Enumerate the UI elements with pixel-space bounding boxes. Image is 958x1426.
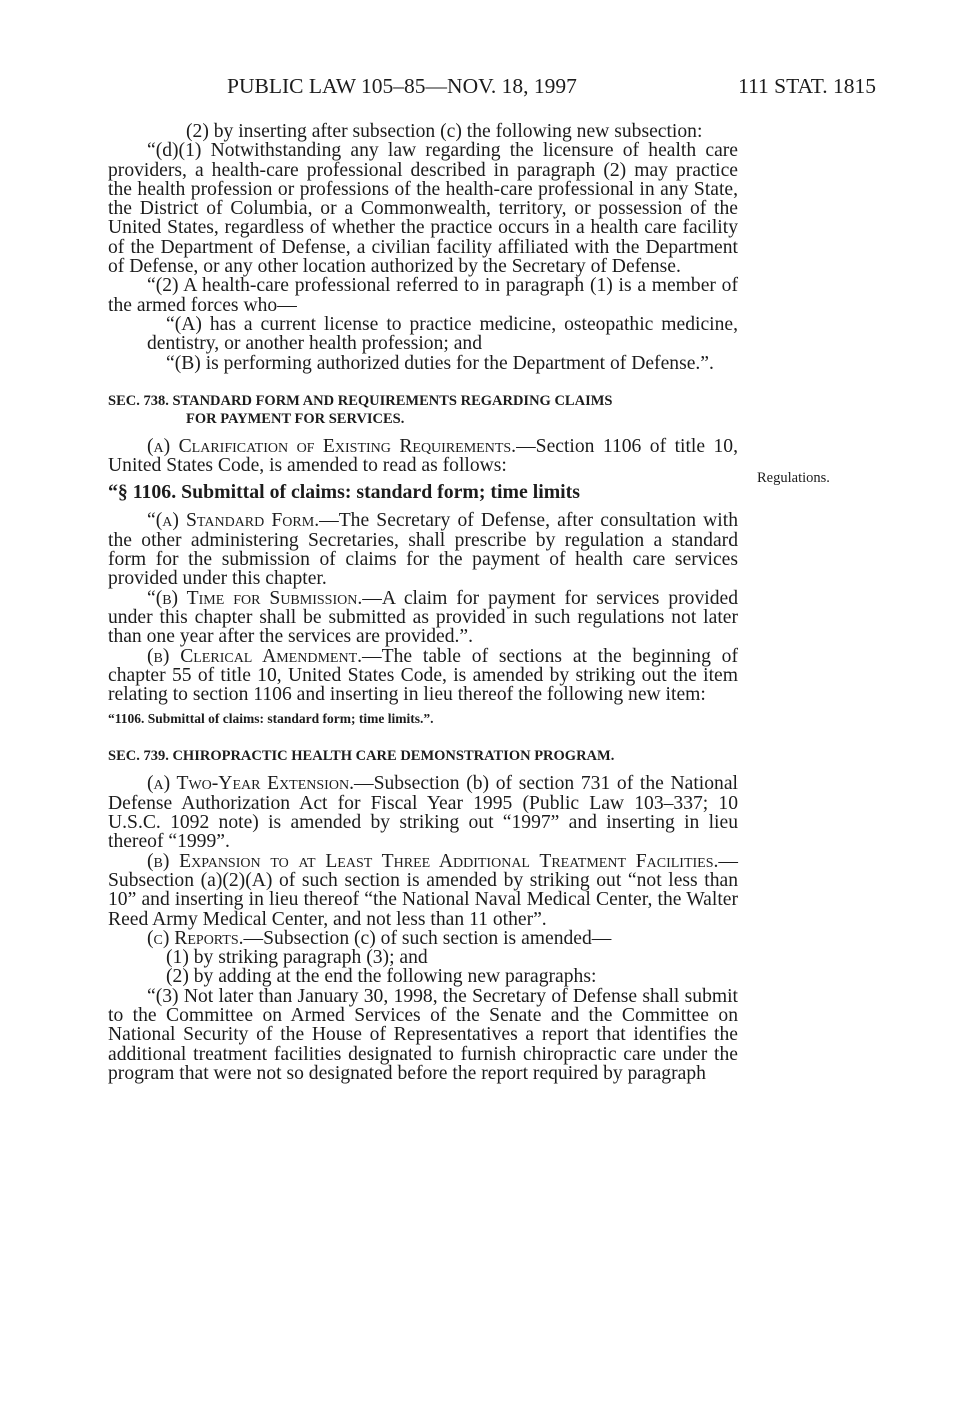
paragraph-text: —Subsection (b) of section 731 of the National Defense Authorization Act for Fiscal Year 1995 (Public Law 103–337; 10 U.S.C. 1092 note) is amended by striking out “1997” and inserting in lieu thereof “1999”. xyxy=(108,773,738,853)
paragraph: “(2) A health-care professional referred to in paragraph (1) is a member of the armed forces who— xyxy=(108,275,738,316)
paragraph xyxy=(108,852,738,929)
running-header xyxy=(0,74,958,102)
margin-note-regulations: Regulations. xyxy=(757,470,830,486)
paragraph xyxy=(108,774,738,851)
paragraph: “(B) is performing authorized duties for the Department of Defense.”. xyxy=(166,352,714,374)
page-body xyxy=(108,122,738,1083)
subsection-heading: (a) Two-Year Extension. xyxy=(147,773,354,795)
running-title: PUBLIC LAW 105–85—NOV. 18, 1997 xyxy=(227,74,577,98)
table-of-sections-item: “1106. Submittal of claims: standard form; time limits.”. xyxy=(108,711,434,727)
paragraph: (1) by striking paragraph (3); and xyxy=(166,947,428,969)
subsection-heading: (c) Reports. xyxy=(147,927,244,949)
paragraph: “(d)(1) Notwithstanding any law regarding the licensure of health care providers, a health-care professional described in paragraph (2) may practice the health profession or professions of the health-care professional in any State, the District of Columbia, or a Commonwealth, territory, or possession of the United States, regardless of whether the practice occurs in a health care facility of the Department of Defense, a civilian facility affiliated with the Department of Defense, or any other location authorized by the Secretary of Defense. xyxy=(108,140,738,278)
subsection-heading: “(b) Time for Submission. xyxy=(147,587,363,609)
paragraph xyxy=(108,511,738,588)
paragraph: (2) by inserting after subsection (c) the following new subsection: xyxy=(186,121,703,142)
stat-page-number: 111 STAT. 1815 xyxy=(738,74,876,98)
section-739-heading: SEC. 739. CHIROPRACTIC HEALTH CARE DEMONSTRATION PROGRAM. xyxy=(108,748,615,765)
section-1106-heading: “§ 1106. Submittal of claims: standard form; time limits xyxy=(108,481,580,504)
paragraph-text: —Subsection (c) of such section is amended— xyxy=(243,927,612,949)
paragraph: “(3) Not later than January 30, 1998, the Secretary of Defense shall submit to the Committee on Armed Services of the Senate and the Committee on National Security of the House of Representatives a report that identifies the additional treatment facilities designated to furnish chiropractic care under the program that were not so designated before the report required by paragraph xyxy=(108,985,738,1084)
paragraph xyxy=(108,647,738,705)
paragraph xyxy=(108,589,738,647)
paragraph: “(A) has a current license to practice medicine, osteopathic medicine, dentistry, or another health profession; and xyxy=(147,313,738,355)
section-738-heading-line1: SEC. 738. STANDARD FORM AND REQUIREMENTS REGARDING CLAIMS xyxy=(108,392,613,409)
paragraph-text: —A claim for payment for services provided under this chapter shall be submitted as provided in such regulations not later than one year after the services are provided.”. xyxy=(108,587,738,648)
subsection-heading: (b) Clerical Amendment. xyxy=(147,645,363,667)
paragraph-text: —The Secretary of Defense, after consultation with the other administering Secretaries, shall prescribe by regulation a standard form for the submission of claims for the payment of health care services provided under this chapter. xyxy=(108,510,738,590)
paragraph-text: —Section 1106 of title 10, United States Code, is amended to read as follows: xyxy=(108,435,738,477)
paragraph xyxy=(108,929,738,948)
paragraph xyxy=(108,437,738,476)
subsection-heading: (b) Expansion to at Least Three Additional Treatment Facilities. xyxy=(147,850,719,872)
subsection-heading: (a) Clarification of Existing Requirements. xyxy=(147,435,517,457)
section-738-heading-line2: FOR PAYMENT FOR SERVICES. xyxy=(186,410,405,427)
paragraph-text: —The table of sections at the beginning of chapter 55 of title 10, United States Code, is amended by striking out the item relating to section 1106 and inserting in lieu thereof the following new item: xyxy=(108,645,738,706)
subsection-heading: “(a) Standard Form. xyxy=(147,510,320,532)
paragraph: (2) by adding at the end the following new paragraphs: xyxy=(166,966,597,988)
section-738-heading xyxy=(108,392,738,428)
paragraph-text: —Subsection (a)(2)(A) of such section is amended by striking out “not less than 10” and inserting in lieu thereof “the National Naval Medical Center, the Walter Reed Army Medical Center, and not less than 11 other”. xyxy=(108,850,738,930)
